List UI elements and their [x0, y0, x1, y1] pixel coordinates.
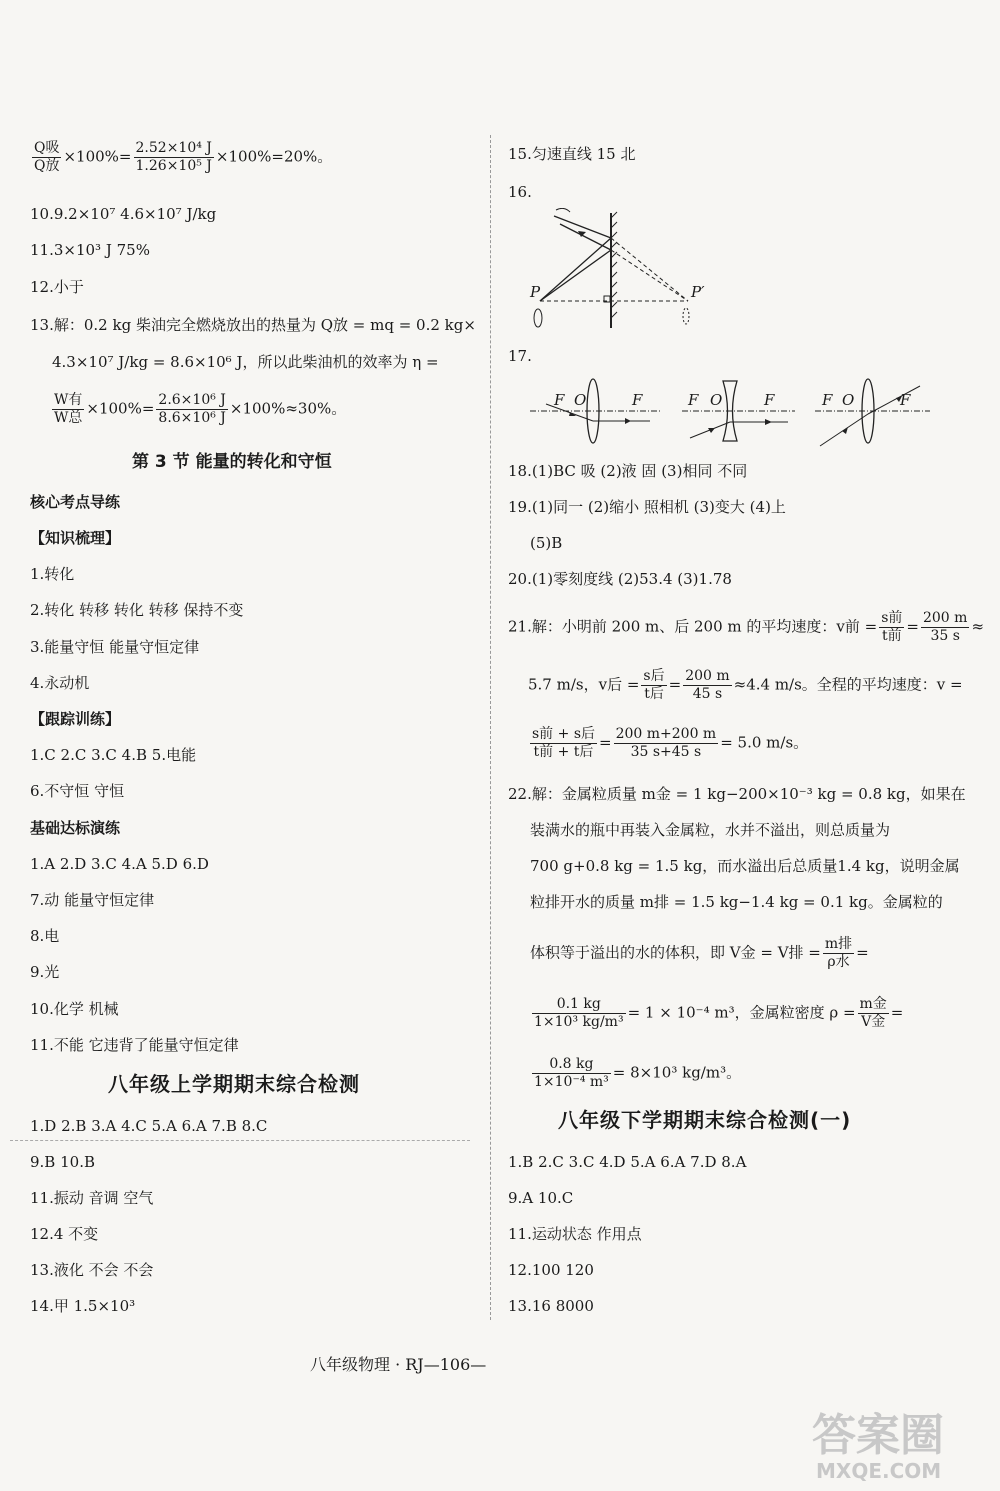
lens1-f-left: F [554, 391, 565, 409]
text: ×100%= [63, 147, 132, 166]
answer-19-line2: (5)B [530, 534, 563, 552]
denominator: 45 s [692, 686, 723, 702]
text: 体积等于溢出的水的体积，即 V金 = V排 = [530, 943, 821, 962]
text: ×100%= [86, 399, 155, 418]
denominator: 35 s+45 s [630, 744, 702, 760]
text: ≈4.4 m/s。全程的平均速度：v = [733, 675, 963, 694]
knowledge-4: 4.永动机 [30, 674, 90, 692]
lens3-f-right: F [900, 391, 911, 409]
basic-8: 8.电 [30, 927, 60, 945]
text: = [856, 943, 869, 962]
convex-lens-1 [530, 379, 660, 443]
lens-diagrams [530, 376, 950, 448]
efficiency-formula [30, 140, 332, 175]
lens2-f-left: F [688, 391, 699, 409]
knowledge-2: 2.转化 转移 转化 转移 保持不变 [30, 601, 244, 619]
numerator: 2.52×10⁴ J [135, 140, 212, 156]
text: = [668, 675, 682, 694]
knowledge-1: 1.转化 [30, 565, 75, 583]
numerator: m排 [824, 936, 853, 952]
denominator: 1×10³ kg/m³ [534, 1014, 624, 1030]
core-heading: 核心考点导练 [30, 493, 121, 511]
numerator: 200 m [685, 668, 730, 684]
answer-22-line5 [530, 936, 869, 971]
denominator: ρ水 [827, 954, 850, 970]
denominator: W总 [54, 410, 83, 426]
knowledge-3: 3.能量守恒 能量守恒定律 [30, 638, 200, 656]
final-down-11: 11.运动状态 作用点 [508, 1225, 642, 1243]
basic-9: 9.光 [30, 963, 60, 981]
answer-22-line7 [530, 1056, 741, 1091]
tracking-6: 6.不守恒 守恒 [30, 782, 125, 800]
point-p-image: P′ [691, 283, 705, 301]
answer-22-line1: 22.解：金属粒质量 m金 = 1 kg−200×10⁻³ kg = 0.8 kg，如果在 [508, 785, 966, 803]
answer-13-line2: 4.3×10⁷ J/kg = 8.6×10⁶ J，所以此柴油机的效率为 η = [52, 353, 439, 371]
final-exam-down-title: 八年级下学期期末综合检测(一) [558, 1108, 852, 1132]
numerator: s前 [881, 610, 903, 626]
mirror-reflection-diagram [526, 208, 726, 333]
watermark-logo [812, 1412, 944, 1482]
lens1-o: O [574, 391, 587, 409]
q-release: Q放 [34, 158, 60, 174]
numerator: 200 m [922, 610, 968, 626]
answer-22-line6 [530, 996, 903, 1031]
lens2-f-right: F [764, 391, 775, 409]
answer-20: 20.(1)零刻度线 (2)53.4 (3)1.78 [508, 570, 732, 588]
numerator: 0.8 kg [532, 1056, 611, 1074]
final-up-9: 9.B 10.B [30, 1153, 95, 1171]
denominator: 1.26×10⁵ J [135, 158, 212, 174]
text: = 8×10³ kg/m³。 [612, 1063, 742, 1082]
final-up-1: 1.D 2.B 3.A 4.C 5.A 6.A 7.B 8.C [30, 1117, 268, 1135]
denominator: V金 [861, 1014, 886, 1030]
answer-22-line2: 装满水的瓶中再装入金属粒，水并不溢出，则总质量为 [530, 821, 891, 839]
watermark-site: MXQE.COM [816, 1459, 942, 1483]
text: = [906, 617, 919, 636]
lens3-o: O [842, 391, 855, 409]
final-down-9: 9.A 10.C [508, 1189, 574, 1207]
point-p: P [530, 283, 541, 301]
text: = 1 × 10⁻⁴ m³，金属粒密度 ρ = [627, 1003, 856, 1022]
lens1-f-right: F [632, 391, 643, 409]
knowledge-heading: 【知识梳理】 [30, 529, 121, 547]
answer-13-formula [50, 392, 346, 427]
answer-17-label: 17. [508, 347, 532, 365]
denominator: t前 [881, 628, 902, 644]
answer-12: 12.小于 [30, 278, 84, 296]
final-exam-up-title: 八年级上学期期末综合检测 [108, 1072, 360, 1096]
answer-22-line4: 粒排开水的质量 m排 = 1.5 kg−1.4 kg = 0.1 kg。金属粒的 [530, 893, 943, 911]
text: ≈ [971, 617, 985, 636]
final-up-12: 12.4 不变 [30, 1225, 99, 1243]
lens3-f-left: F [822, 391, 833, 409]
text: ×100%≈30%。 [229, 399, 347, 418]
basic-heading: 基础达标演练 [30, 819, 121, 837]
final-down-1: 1.B 2.C 3.C 4.D 5.A 6.A 7.D 8.A [508, 1153, 747, 1171]
final-up-14: 14.甲 1.5×10³ [30, 1297, 136, 1315]
final-down-13: 13.16 8000 [508, 1297, 594, 1315]
text: 5.7 m/s，v后 = [528, 675, 640, 694]
basic-7: 7.动 能量守恒定律 [30, 891, 155, 909]
text: 21.解：小明前 200 m、后 200 m 的平均速度：v前 = [508, 617, 878, 636]
lens2-o: O [710, 391, 723, 409]
answer-21-line3 [528, 726, 808, 761]
q-absorb: Q吸 [34, 140, 60, 156]
numerator: m金 [859, 996, 887, 1012]
denominator: 35 s [930, 628, 960, 644]
denominator: 8.6×10⁶ J [158, 410, 226, 426]
numerator: s后 [643, 668, 665, 684]
denominator: t前 + t后 [533, 744, 594, 760]
basic-11: 11.不能 它违背了能量守恒定律 [30, 1036, 239, 1054]
final-up-13: 13.液化 不会 不会 [30, 1261, 154, 1279]
answer-21-line1 [508, 610, 984, 645]
answer-11: 11.3×10³ J 75% [30, 241, 150, 259]
basic-1: 1.A 2.D 3.C 4.A 5.D 6.D [30, 855, 209, 873]
tracking-heading: 【跟踪训练】 [30, 710, 121, 728]
column-divider [490, 135, 491, 1320]
text: = [890, 1003, 904, 1022]
row-divider [10, 1140, 470, 1141]
watermark-text: 答案圈 [812, 1410, 944, 1461]
tracking-1: 1.C 2.C 3.C 4.B 5.电能 [30, 746, 197, 764]
final-up-11: 11.振动 音调 空气 [30, 1189, 154, 1207]
numerator: s前 + s后 [532, 726, 595, 742]
section-3-title: 第 3 节 能量的转化和守恒 [132, 452, 332, 472]
answer-18: 18.(1)BC 吸 (2)液 固 (3)相同 不同 [508, 462, 748, 480]
answer-13-line1: 13.解：0.2 kg 柴油完全燃烧放出的热量为 Q放 = mq = 0.2 kg× [30, 316, 476, 334]
answer-16-label: 16. [508, 183, 532, 201]
answer-21-line2 [528, 668, 963, 703]
basic-10: 10.化学 机械 [30, 1000, 119, 1018]
numerator: 0.1 kg [532, 996, 626, 1014]
page-footer: 八年级物理 · RJ—106— [310, 1355, 487, 1374]
text: ×100%=20%。 [215, 147, 333, 166]
final-down-12: 12.100 120 [508, 1261, 594, 1279]
denominator: 1×10⁻⁴ m³ [534, 1074, 609, 1090]
answer-22-line3: 700 g+0.8 kg = 1.5 kg，而水溢出后总质量1.4 kg，说明金属 [530, 857, 960, 875]
answer-19-line1: 19.(1)同一 (2)缩小 照相机 (3)变大 (4)上 [508, 498, 786, 516]
text: = 5.0 m/s。 [720, 733, 809, 752]
numerator: 200 m+200 m [615, 726, 717, 742]
numerator: W有 [54, 392, 83, 408]
denominator: t后 [644, 686, 664, 702]
concave-lens [682, 381, 795, 441]
text: = [599, 733, 612, 752]
numerator: 2.6×10⁶ J [158, 392, 226, 408]
answer-15: 15.匀速直线 15 北 [508, 145, 636, 163]
answer-10: 10.9.2×10⁷ 4.6×10⁷ J/kg [30, 205, 217, 223]
